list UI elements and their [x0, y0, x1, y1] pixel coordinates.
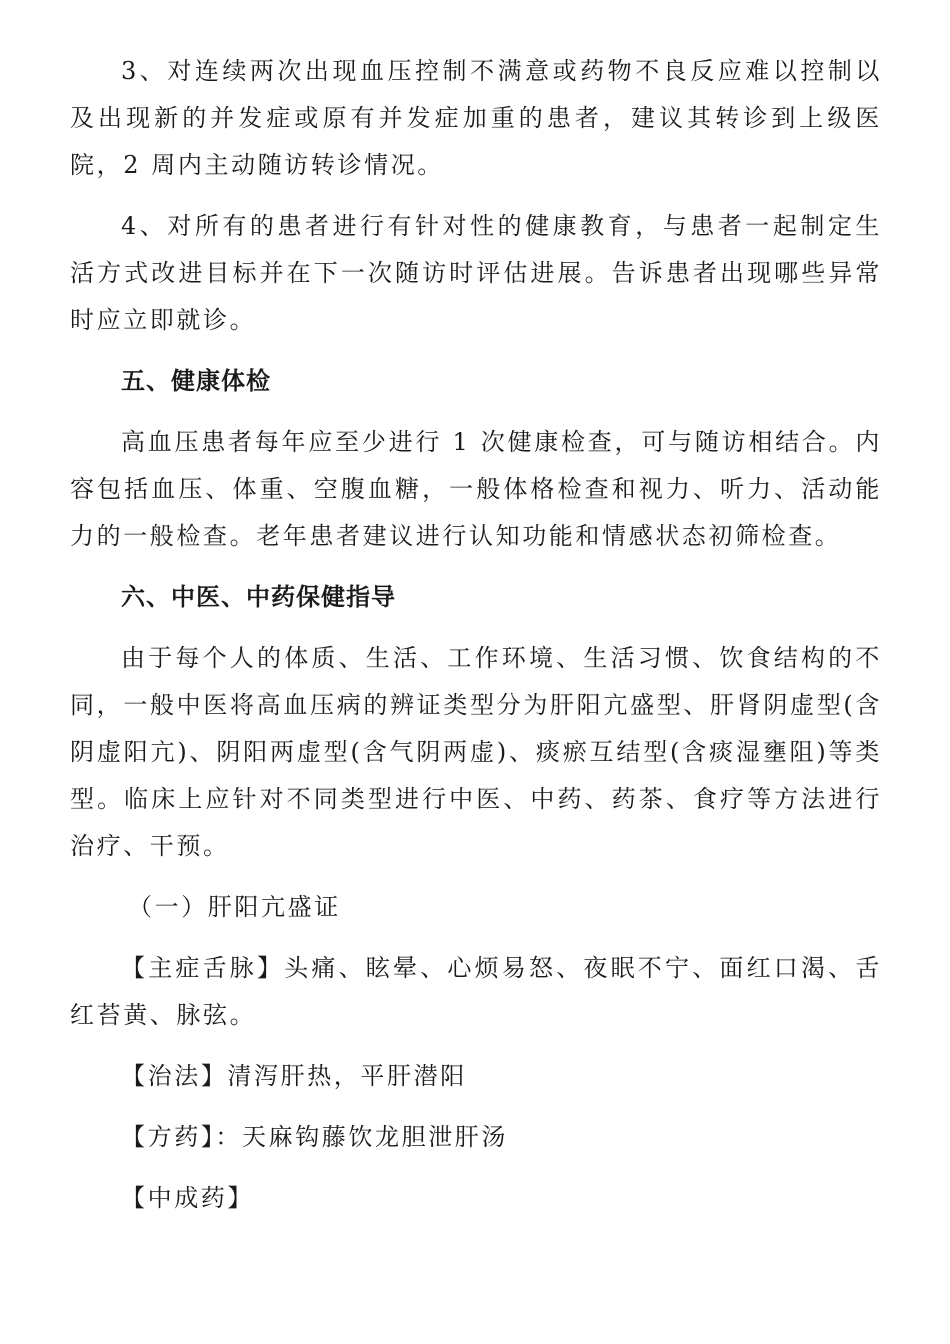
section-body-health-checkup: 高血压患者每年应至少进行 1 次健康检查，可与随访相结合。内容包括血压、体重、空腹血糖，一般体格检查和视力、听力、活动能力的一般检查。老年患者建议进行认知功能和情感状态初筛检查。: [70, 428, 882, 550]
symptoms-paragraph: 【主症舌脉】头痛、眩晕、心烦易怒、夜眠不宁、面红口渴、舌红苔黄、脉弦。: [70, 954, 882, 1029]
section-heading-tcm-guidance: 六、中医、中药保健指导: [121, 583, 396, 611]
paragraph-item-4: 4、对所有的患者进行有针对性的健康教育，与患者一起制定生活方式改进目标并在下一次随访时评估进展。告诉患者出现哪些异常时应立即就诊。: [70, 212, 882, 334]
patent-medicine-paragraph: 【中成药】: [121, 1184, 254, 1212]
subheading-liver-yang: （一）肝阳亢盛证: [128, 893, 341, 921]
treatment-paragraph: 【治法】清泻肝热，平肝潜阳: [121, 1062, 467, 1090]
section-body-tcm-guidance: 由于每个人的体质、生活、工作环境、生活习惯、饮食结构的不同，一般中医将高血压病的辨证类型分为肝阳亢盛型、肝肾阴虚型(含阴虚阳亢)、阴阳两虚型(含气阴两虚)、痰瘀互结型(含痰湿壅阻)等类型。临床上应针对不同类型进行中医、中药、药茶、食疗等方法进行治疗、干预。: [70, 644, 882, 860]
paragraph-item-3: 3、对连续两次出现血压控制不满意或药物不良反应难以控制以及出现新的并发症或原有并发症加重的患者，建议其转诊到上级医院，2 周内主动随访转诊情况。: [70, 57, 882, 179]
prescription-paragraph: 【方药】：天麻钩藤饮龙胆泄肝汤: [121, 1123, 508, 1151]
document-page: [70, 48, 882, 1236]
section-heading-health-checkup: 五、健康体检: [121, 367, 271, 395]
